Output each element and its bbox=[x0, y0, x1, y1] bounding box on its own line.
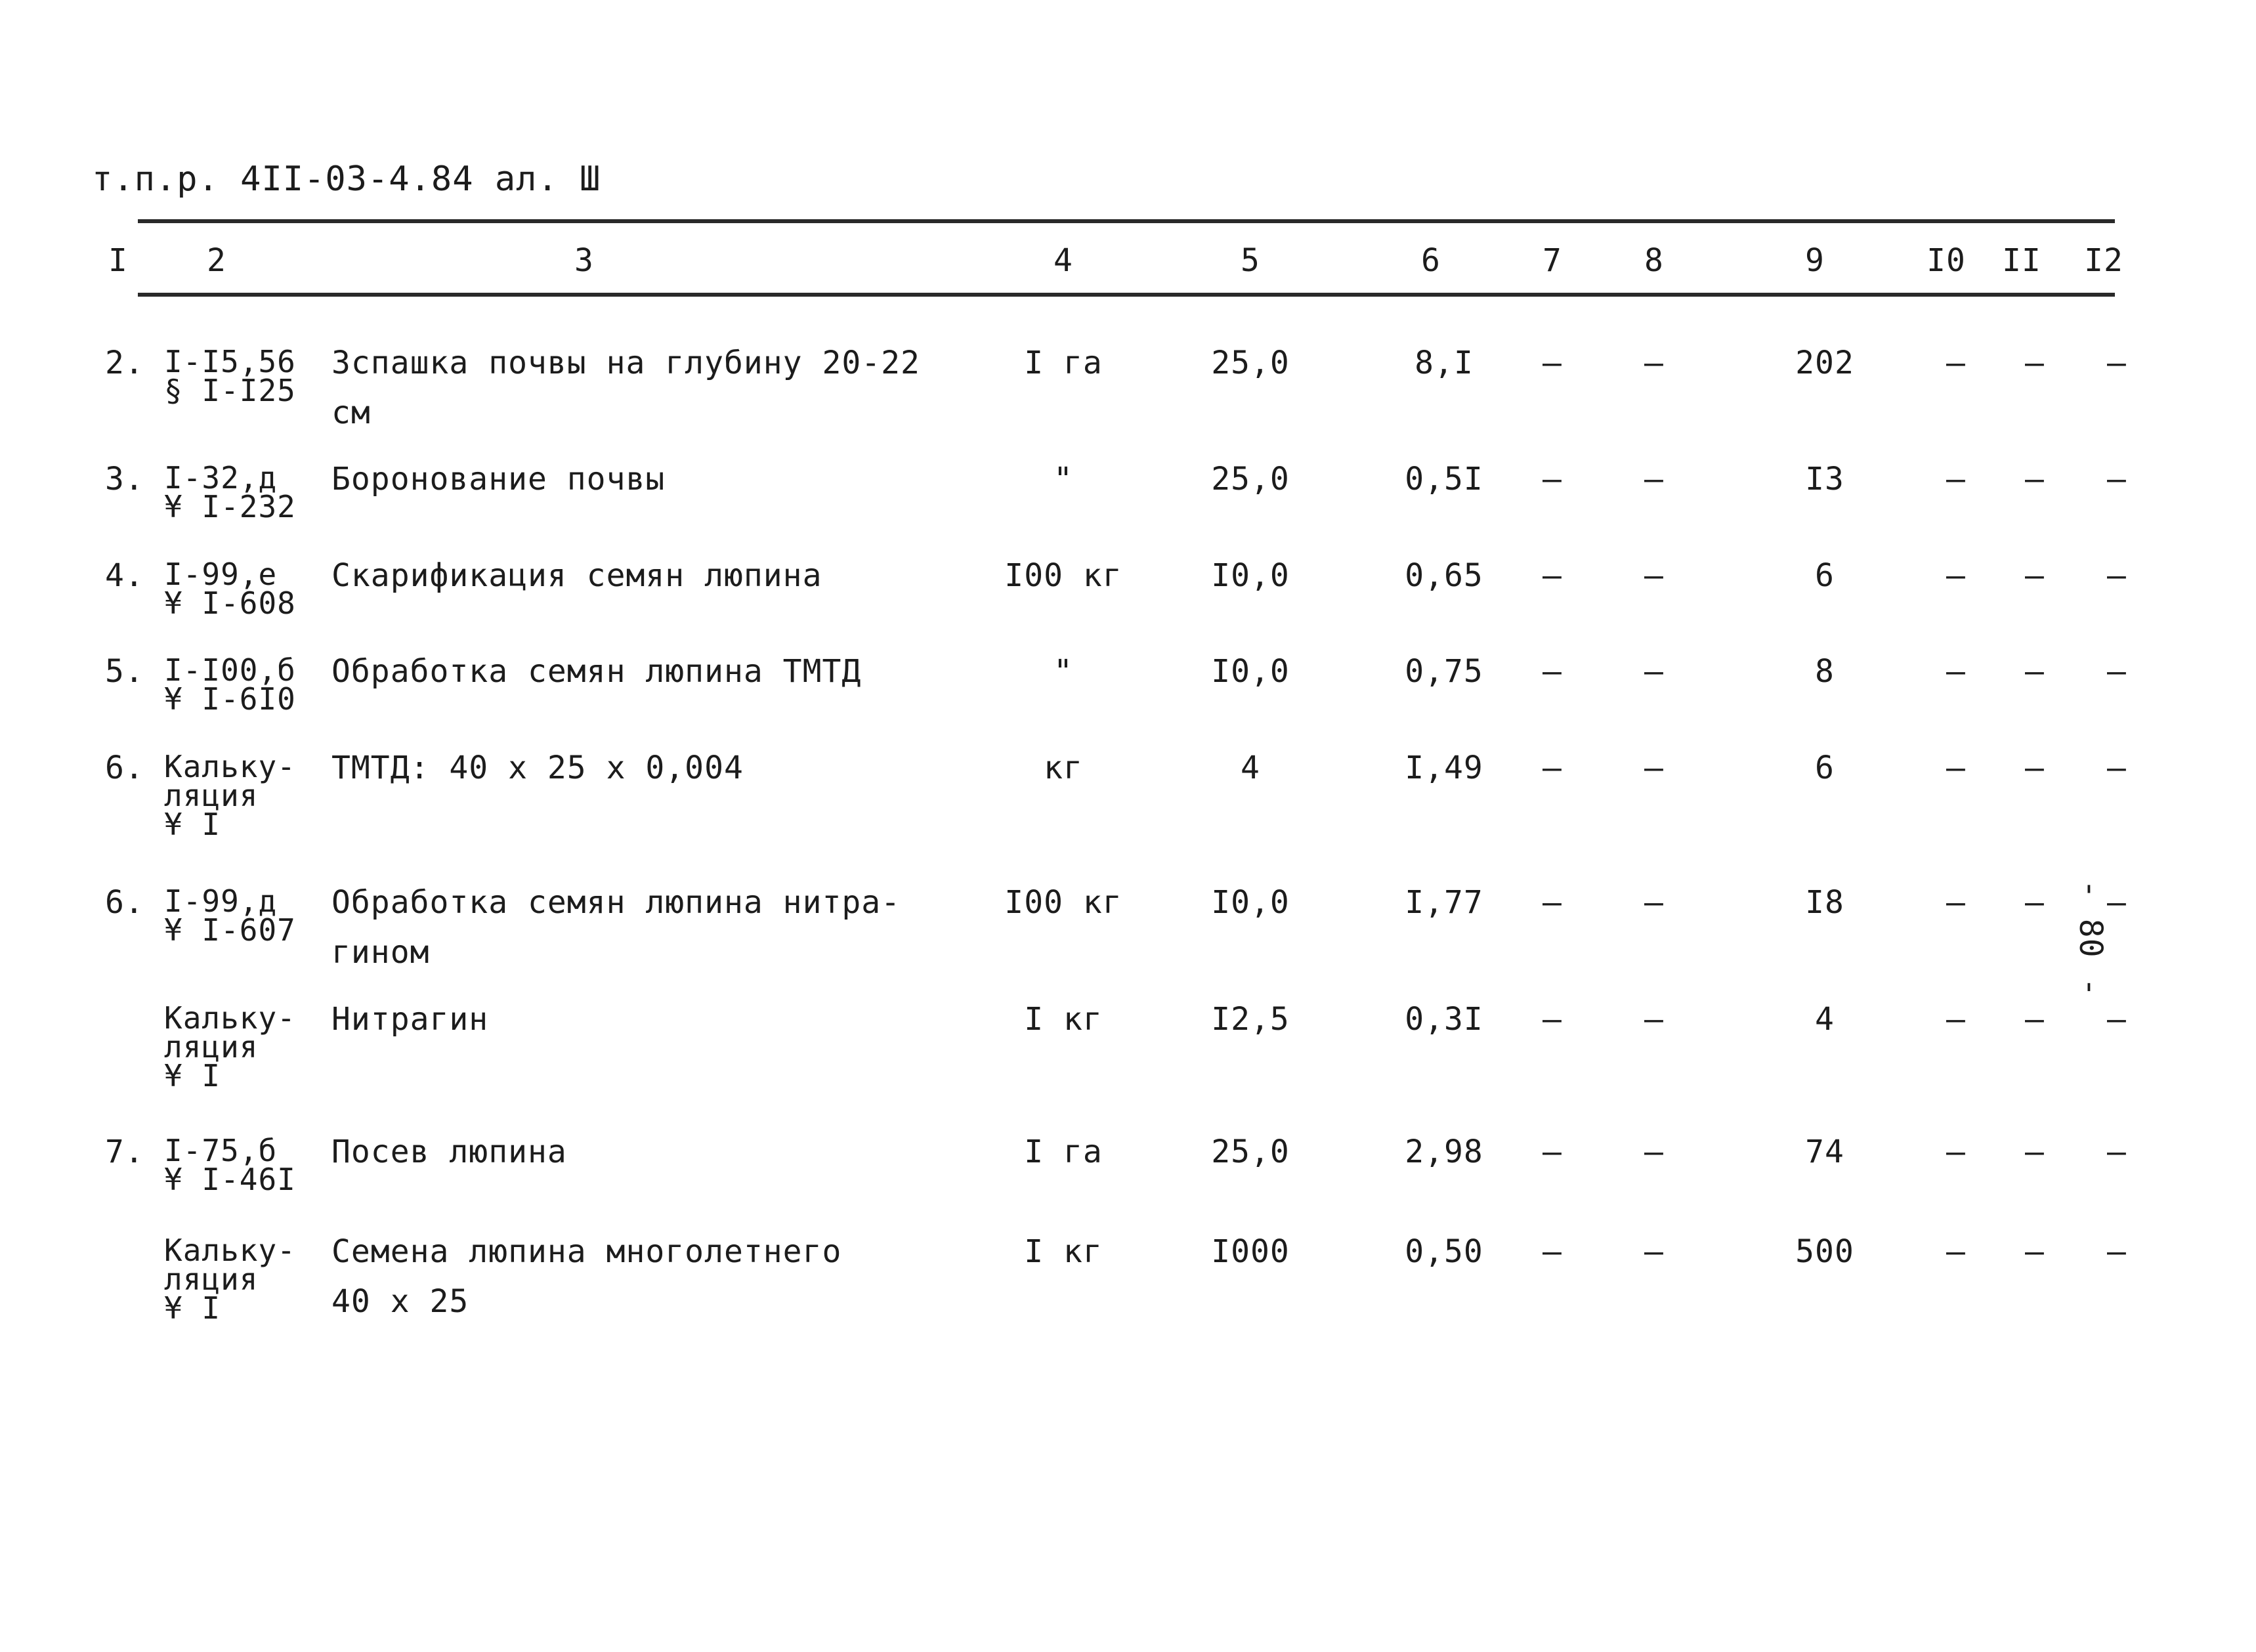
row-cell-qty: 25,0 bbox=[1211, 1133, 1290, 1170]
row-cell-c10: – bbox=[1946, 557, 1966, 594]
row-cell-c8: – bbox=[1644, 653, 1664, 690]
row-reference: I-I00,б bbox=[164, 652, 296, 688]
column-header: 5 bbox=[1241, 242, 1260, 279]
row-cell-c8: – bbox=[1644, 461, 1664, 498]
row-cell-qty: I0,0 bbox=[1211, 884, 1290, 921]
row-cell-c8: – bbox=[1644, 345, 1664, 381]
row-cell-c12: – bbox=[2107, 345, 2127, 381]
row-reference: ляция bbox=[164, 1261, 259, 1297]
row-cell-c12: – bbox=[2107, 1133, 2127, 1170]
row-cell-c7: – bbox=[1543, 1233, 1562, 1270]
row-reference: I-32,д bbox=[164, 460, 278, 496]
row-cell-c10: – bbox=[1946, 461, 1966, 498]
row-cell-total: 202 bbox=[1795, 345, 1854, 381]
row-cell-price: 0,65 bbox=[1405, 557, 1483, 594]
row-cell-total: I8 bbox=[1805, 884, 1844, 921]
row-reference: ¥ I bbox=[164, 1058, 221, 1093]
row-cell-c8: – bbox=[1644, 750, 1664, 786]
row-reference: ¥ I-607 bbox=[164, 912, 296, 948]
row-cell-c11: – bbox=[2025, 557, 2045, 594]
row-cell-unit: I га bbox=[1024, 345, 1103, 381]
row-reference: I-I5,56 bbox=[164, 344, 296, 379]
row-cell-c7: – bbox=[1543, 750, 1562, 786]
row-cell-total: 4 bbox=[1815, 1001, 1835, 1038]
row-cell-qty: I000 bbox=[1211, 1233, 1290, 1270]
row-cell-price: 0,75 bbox=[1405, 653, 1483, 690]
row-reference: ¥ I-46I bbox=[164, 1162, 296, 1197]
row-name: Обработка семян люпина нитра- bbox=[331, 884, 901, 921]
row-reference: ¥ I bbox=[164, 807, 221, 842]
row-cell-qty: I0,0 bbox=[1211, 653, 1290, 690]
row-cell-c12: – bbox=[2107, 884, 2127, 921]
row-cell-c12: – bbox=[2107, 1233, 2127, 1270]
row-cell-unit: " bbox=[1054, 461, 1073, 498]
row-cell-c7: – bbox=[1543, 461, 1562, 498]
row-cell-unit: кг bbox=[1044, 750, 1083, 786]
row-reference: ляция bbox=[164, 778, 259, 813]
row-cell-qty: I2,5 bbox=[1211, 1001, 1290, 1038]
column-header: II bbox=[2002, 242, 2041, 279]
row-cell-unit: I00 кг bbox=[1004, 557, 1122, 594]
row-cell-c10: – bbox=[1946, 653, 1966, 690]
row-cell-c10: – bbox=[1946, 1133, 1966, 1170]
column-header: I bbox=[108, 242, 128, 279]
row-cell-price: I,49 bbox=[1405, 750, 1483, 786]
row-cell-price: 0,5I bbox=[1405, 461, 1483, 498]
row-name: Посев люпина bbox=[331, 1133, 567, 1170]
row-cell-total: 6 bbox=[1815, 750, 1835, 786]
row-cell-c10: – bbox=[1946, 345, 1966, 381]
row-cell-unit: I кг bbox=[1024, 1001, 1103, 1038]
row-cell-qty: 25,0 bbox=[1211, 461, 1290, 498]
row-cell-unit: I кг bbox=[1024, 1233, 1103, 1270]
row-cell-price: 0,3I bbox=[1405, 1001, 1483, 1038]
row-cell-c12: – bbox=[2107, 557, 2127, 594]
row-cell-unit: I га bbox=[1024, 1133, 1103, 1170]
row-reference: ¥ I bbox=[164, 1290, 221, 1326]
row-reference: I-75,б bbox=[164, 1133, 278, 1168]
row-cell-c12: – bbox=[2107, 1001, 2127, 1038]
row-cell-c8: – bbox=[1644, 1001, 1664, 1038]
row-cell-c8: – bbox=[1644, 1133, 1664, 1170]
row-cell-qty: I0,0 bbox=[1211, 557, 1290, 594]
row-reference: ¥ I-6I0 bbox=[164, 681, 296, 717]
row-cell-qty: 4 bbox=[1241, 750, 1260, 786]
row-cell-total: 8 bbox=[1815, 653, 1835, 690]
row-reference: ¥ I-232 bbox=[164, 489, 296, 524]
row-name: Обработка семян люпина ТМТД bbox=[331, 653, 862, 690]
column-header: 3 bbox=[574, 242, 594, 279]
page-number-mark: - 80 - bbox=[2072, 879, 2109, 998]
row-cell-c12: – bbox=[2107, 750, 2127, 786]
row-cell-c7: – bbox=[1543, 653, 1562, 690]
row-reference: I-99,е bbox=[164, 557, 278, 592]
row-cell-c7: – bbox=[1543, 345, 1562, 381]
row-cell-total: 74 bbox=[1805, 1133, 1844, 1170]
row-cell-c11: – bbox=[2025, 750, 2045, 786]
row-name: см bbox=[331, 394, 371, 431]
row-cell-c7: – bbox=[1543, 1133, 1562, 1170]
row-cell-c7: – bbox=[1543, 884, 1562, 921]
row-cell-price: 2,98 bbox=[1405, 1133, 1483, 1170]
row-cell-c11: – bbox=[2025, 1001, 2045, 1038]
row-number: 6. bbox=[105, 750, 144, 786]
row-name: Скарификация семян люпина bbox=[331, 557, 822, 594]
row-cell-c11: – bbox=[2025, 345, 2045, 381]
row-cell-c11: – bbox=[2025, 1233, 2045, 1270]
column-header: 7 bbox=[1543, 242, 1562, 279]
row-name: гином bbox=[331, 934, 430, 971]
row-number: 7. bbox=[105, 1133, 144, 1170]
row-cell-qty: 25,0 bbox=[1211, 345, 1290, 381]
row-number: 6. bbox=[105, 884, 144, 921]
row-cell-c10: – bbox=[1946, 750, 1966, 786]
row-cell-unit: " bbox=[1054, 653, 1073, 690]
row-reference: ¥ I-608 bbox=[164, 585, 296, 621]
row-reference: ляция bbox=[164, 1029, 259, 1065]
row-cell-c10: – bbox=[1946, 884, 1966, 921]
row-cell-unit: I00 кг bbox=[1004, 884, 1122, 921]
row-cell-c11: – bbox=[2025, 461, 2045, 498]
row-cell-c12: – bbox=[2107, 653, 2127, 690]
row-reference: Кальку- bbox=[164, 1233, 296, 1268]
row-reference: § I-I25 bbox=[164, 373, 296, 408]
row-cell-c10: – bbox=[1946, 1233, 1966, 1270]
column-header: I2 bbox=[2084, 242, 2123, 279]
row-number: 5. bbox=[105, 653, 144, 690]
row-reference: Кальку- bbox=[164, 749, 296, 784]
row-cell-total: 6 bbox=[1815, 557, 1835, 594]
column-header: I0 bbox=[1926, 242, 1966, 279]
row-cell-c11: – bbox=[2025, 884, 2045, 921]
row-reference: I-99,д bbox=[164, 883, 278, 919]
row-name: Боронование почвы bbox=[331, 461, 666, 498]
row-cell-price: I,77 bbox=[1405, 884, 1483, 921]
column-header: 4 bbox=[1054, 242, 1073, 279]
row-number: 4. bbox=[105, 557, 144, 594]
row-name: 40 x 25 bbox=[331, 1283, 469, 1320]
row-cell-c8: – bbox=[1644, 1233, 1664, 1270]
column-header: 8 bbox=[1644, 242, 1664, 279]
row-name: Нитрагин bbox=[331, 1001, 489, 1038]
column-header: 2 bbox=[207, 242, 226, 279]
row-name: Семена люпина многолетнего bbox=[331, 1233, 842, 1270]
row-name: Зспашка почвы на глубину 20-22 bbox=[331, 345, 920, 381]
row-number: 3. bbox=[105, 461, 144, 498]
row-name: ТМТД: 40 x 25 x 0,004 bbox=[331, 750, 744, 786]
row-cell-c11: – bbox=[2025, 1133, 2045, 1170]
column-header: 6 bbox=[1421, 242, 1441, 279]
row-cell-c8: – bbox=[1644, 557, 1664, 594]
row-cell-c10: – bbox=[1946, 1001, 1966, 1038]
row-cell-c11: – bbox=[2025, 653, 2045, 690]
row-cell-c7: – bbox=[1543, 1001, 1562, 1038]
header-bottom-rule bbox=[138, 293, 2115, 297]
row-cell-price: 8,I bbox=[1415, 345, 1474, 381]
table-top-rule bbox=[138, 219, 2115, 223]
row-reference: Кальку- bbox=[164, 1000, 296, 1036]
row-cell-total: I3 bbox=[1805, 461, 1844, 498]
row-cell-c12: – bbox=[2107, 461, 2127, 498]
column-header: 9 bbox=[1805, 242, 1825, 279]
row-cell-total: 500 bbox=[1795, 1233, 1854, 1270]
row-cell-c8: – bbox=[1644, 884, 1664, 921]
row-number: 2. bbox=[105, 345, 144, 381]
document-reference: т.п.р. 4II-03-4.84 ал. Ш bbox=[92, 159, 601, 199]
row-cell-c7: – bbox=[1543, 557, 1562, 594]
row-cell-price: 0,50 bbox=[1405, 1233, 1483, 1270]
